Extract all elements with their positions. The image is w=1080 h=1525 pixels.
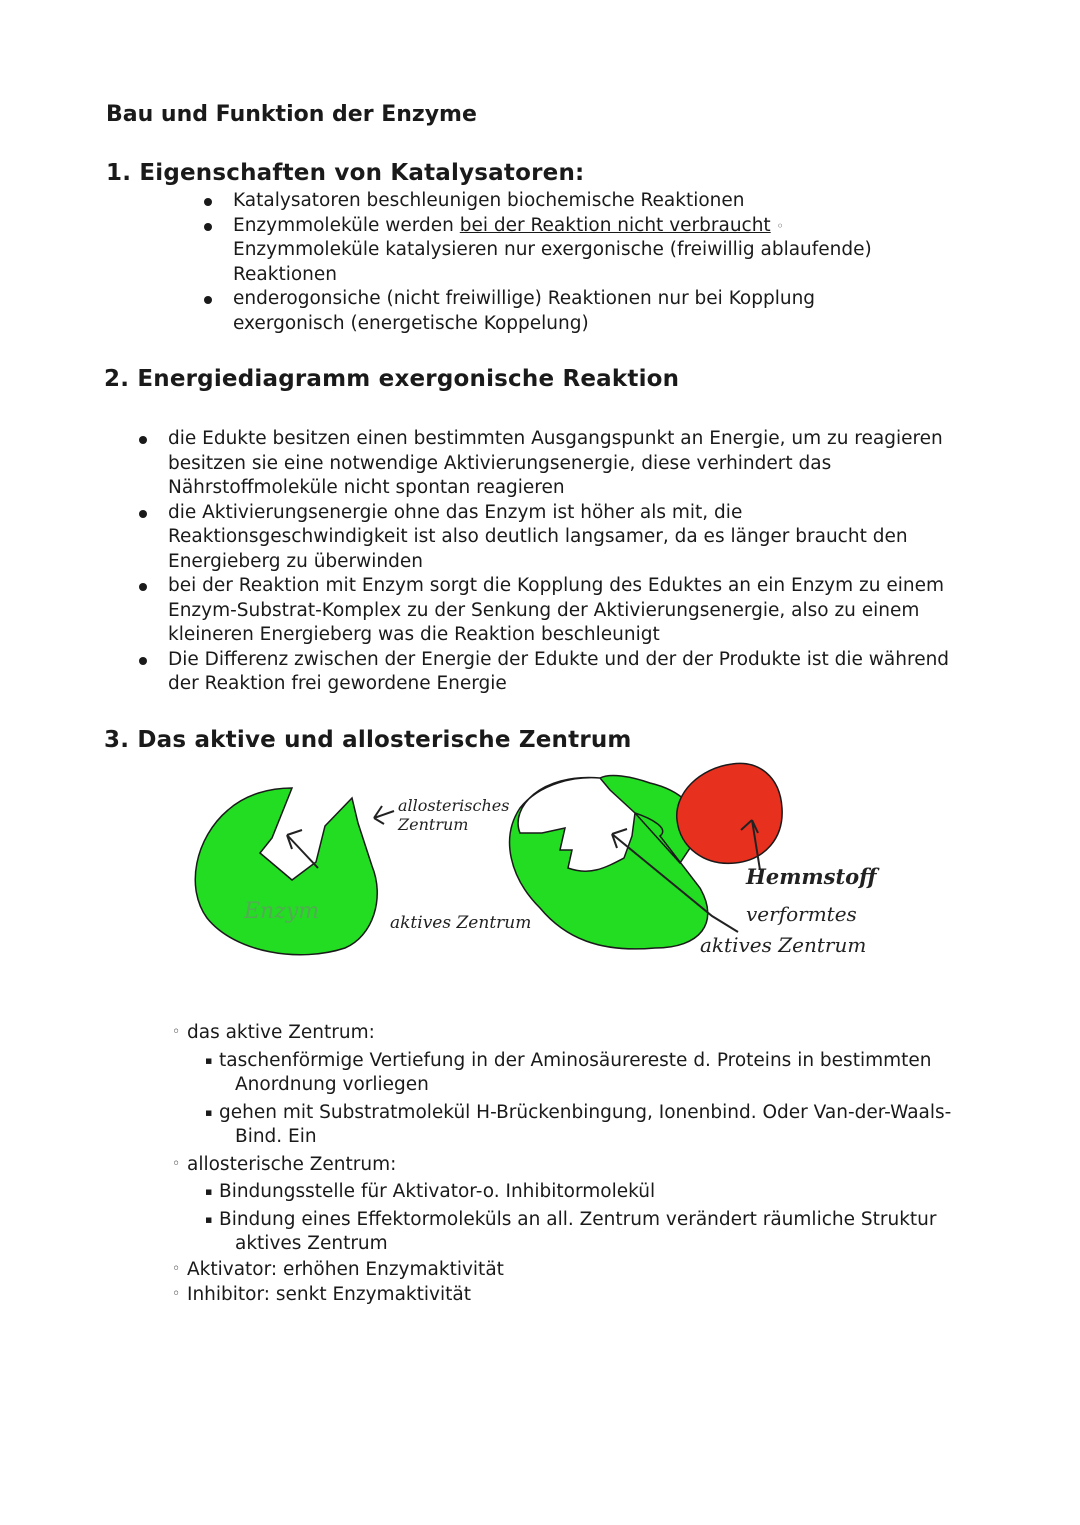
arrow-icon [287, 830, 318, 868]
label-deformed-active-center: verformtes [746, 902, 857, 926]
section-2-list [168, 427, 968, 697]
list-item: ▪ gehen mit Substratmolekül H-Brückenbingung, Ionenbind. Oder Van-der-Waals-Bind. Ein [172, 1101, 952, 1150]
section-1-heading: 1. Eigenschaften von Katalysatoren: [106, 160, 585, 186]
list-item: die Aktivierungsenergie ohne das Enzym ist höher als mit, die Reaktionsgeschwindigkeit ist also deutlich langsamer, da es länger braucht den Energieberg zu überwinden [168, 501, 968, 575]
enzyme-shape-right [510, 776, 708, 949]
list-item: ◦ allosterische Zentrum: [172, 1152, 952, 1178]
label-active-center: aktives Zentrum [390, 913, 532, 933]
document-title: Bau und Funktion der Enzyme [106, 102, 477, 127]
list-item: ◦ Aktivator: erhöhen Enzymaktivität [172, 1257, 952, 1283]
label-deformed-active-center-2: aktives Zentrum [700, 933, 867, 957]
list-item: ◦ das aktive Zentrum: [172, 1020, 952, 1046]
arrow-icon [374, 806, 394, 824]
section-2-heading: 2. Energiediagramm exergonische Reaktion [104, 366, 680, 392]
list-item: enderogonsiche (nicht freiwillige) Reaktionen nur bei Kopplung exergonisch (energetische Koppelung) [233, 287, 873, 336]
label-allosteric-center-2: Zentrum [398, 815, 469, 834]
list-item: ▪ taschenförmige Vertiefung in der Aminosäurereste d. Proteins in bestimmten Anordnung vorliegen [172, 1049, 952, 1098]
list-item: die Edukte besitzen einen bestimmten Ausgangspunkt an Energie, um zu reagieren besitzen sie eine notwendige Aktivierungsenergie, diese verhindert das Nährstoffmoleküle nicht spontan reagieren [168, 427, 968, 501]
list-item: Die Differenz zwischen der Energie der Edukte und der der Produkte ist die während der Reaktion frei gewordene Energie [168, 648, 968, 697]
list-item: ▪ Bindungsstelle für Aktivator-o. Inhibitormolekül [172, 1180, 952, 1205]
label-inhibitor: Hemmstoff [746, 864, 877, 889]
ring-marker: ◦ [776, 218, 784, 233]
list-item: bei der Reaktion mit Enzym sorgt die Kopplung des Eduktes an ein Enzym zu einem Enzym-Substrat-Komplex zu der Senkung der Aktivierungsenergie, also zu einem kleineren Energieberg was die Reaktion beschleunigt [168, 574, 968, 648]
inhibitor-molecule [677, 763, 782, 863]
list-item: ▪ Bindung eines Effektormoleküls an all. Zentrum verändert räumliche Struktur aktives Zentrum [172, 1208, 952, 1257]
list-item: ◦ Inhibitor: senkt Enzymaktivität [172, 1282, 952, 1308]
section-1-list [233, 189, 873, 336]
list-item: Enzymmoleküle werden bei der Reaktion nicht verbraucht ◦ Enzymmoleküle katalysieren nur exergonische (freiwillig ablaufende) Reaktionen [233, 214, 873, 288]
enzyme-diagram [180, 758, 920, 973]
center-details [172, 1020, 952, 1308]
section-3-heading: 3. Das aktive und allosterische Zentrum [104, 727, 632, 753]
list-item: Katalysatoren beschleunigen biochemische Reaktionen [233, 189, 873, 214]
enzyme-shape-left [195, 788, 377, 955]
label-enzyme: Enzym [244, 899, 320, 924]
underlined-text: bei der Reaktion nicht verbraucht [459, 214, 771, 236]
label-allosteric-center: allosterisches [398, 796, 510, 815]
